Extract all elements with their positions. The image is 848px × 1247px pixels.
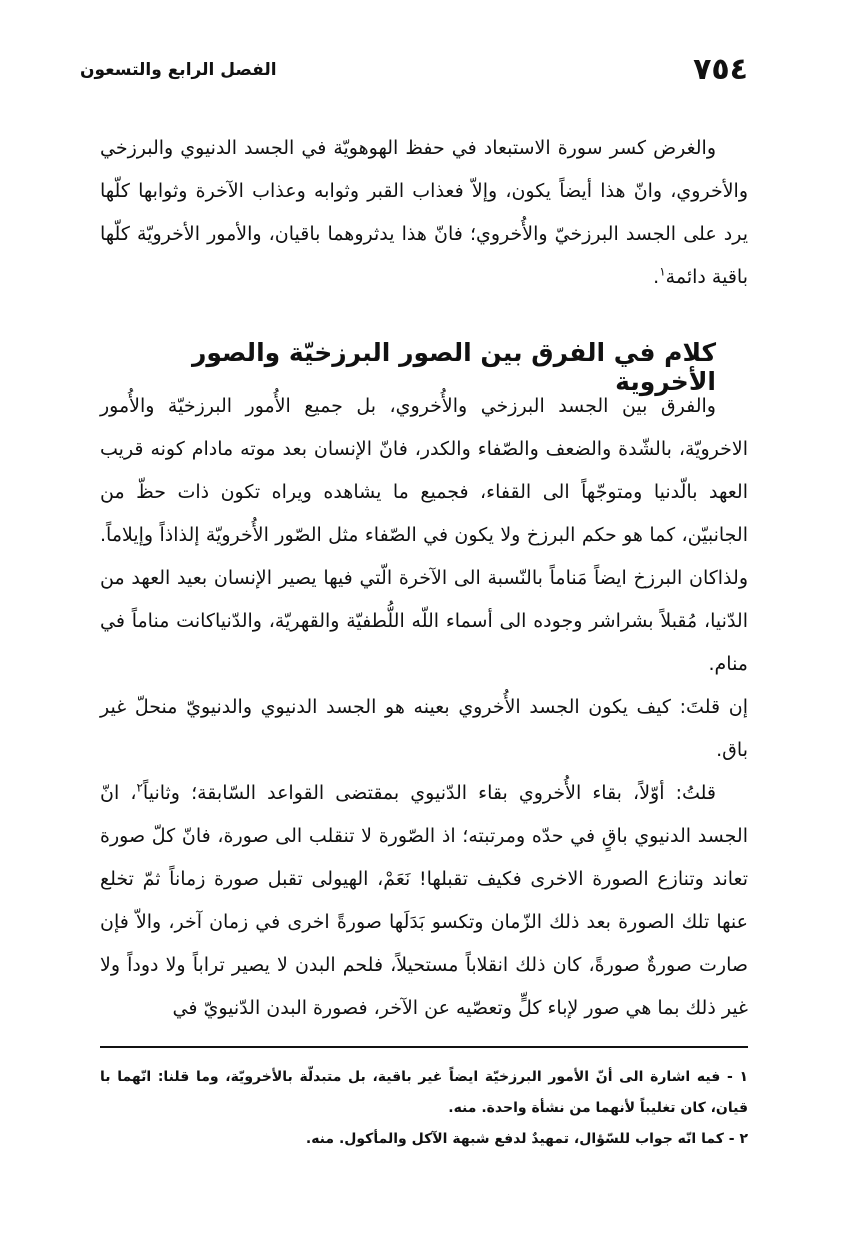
footnote-1: [100, 1062, 748, 1124]
paragraph-4-text-a: قلتُ: أوّلاً، بقاء الأُخروي بقاء الدّنيوي بمقتضى القواعد السّابقة؛ وثانياً: [142, 782, 717, 804]
footnote-2-text: - كما انّه جواب للسّؤال، تمهيدٌ لدفع شبهة الآكل والمأكول. منه.: [305, 1131, 735, 1147]
paragraph-3: إن قلتَ: كيف يكون الجسد الأُخروي بعينه هو الجسد الدنيوي والدنيويّ منحلّ غير باق.: [100, 696, 748, 761]
footnote-ref-2[interactable]: ٢: [136, 780, 143, 795]
page-header: [80, 52, 748, 92]
running-title: الفصل الرابع والتسعون: [80, 60, 277, 80]
footnote-2-number: ٢: [739, 1131, 748, 1147]
paragraph-2: والفرق بين الجسد البرزخي والأُخروي، بل جميع الأُمور البرزخيّة والأُمور الاخرويّة، بالشّدة والضعف والصّفاء والكدر، فانّ الإنسان بعد موته مادام كونه قريب العهد بالّدنيا ومتوجّهاً الى القفاء، فجميع ما يشاهده ويراه تكون ذات حظّ من الجانبيّن، كما هو حكم البرزخ ولا يكون في الصّفاء مثل الصّور الأُخرويّة إلذاذاً وإيلاماً. ولذاكان البرزخ ايضاً مَناماً بالنّسبة الى الآخرة الّتي فيها يصير الإنسان بعيد العهد من الدّنيا، مُقبلاً بشراشر وجوده الى أسماء اللّه اللُّطفيّة والقهريّة، والدّنياكانت مناماً في منام.: [100, 395, 748, 675]
paragraph-4: [100, 772, 748, 1030]
paragraph-1-end: .: [653, 266, 660, 288]
footnote-ref-1[interactable]: ١: [659, 264, 666, 279]
page-number: ٧٥٤: [693, 52, 748, 87]
footnote-1-text: - فيه اشارة الى أنّ الأمور البرزخيّة ايضاً غير باقية، بل متبدلّة بالأخرويّة، وما قلنا: انّهما با قيان، كان تغليباً لأنهما من نشأة واحدة. منه.: [100, 1069, 748, 1116]
section-heading: كلام في الفرق بين الصور البرزخيّة والصور الأخروية: [191, 338, 716, 396]
paragraph-1-text: والغرض كسر سورة الاستبعاد في حفظ الهوهويّة في الجسد الدنيوي والبرزخي والأخروي، وانّ هذا أيضاً يكون، وإلاّ فعذاب القبر وثوابه وعذاب الآخرة وثوابها كلّها يرد على الجسد البرزخيّ والأُخروي؛ فانّ هذا يدثروهما باقيان، والأمور الأخرويّة كلّها باقية دائمة: [100, 137, 748, 288]
footnote-divider: [100, 1046, 748, 1048]
footnotes: [100, 1062, 748, 1155]
paragraph-1: [100, 127, 748, 299]
footnote-2: [100, 1124, 748, 1155]
main-body: [100, 385, 748, 1030]
footnote-1-number: ١: [739, 1069, 748, 1085]
paragraph-4-text-b: ، انّ الجسد الدنيوي باقٍ في حدّه ومرتبته؛ اذ الصّورة لا تنقلب الى صورة، فانّ كلّ صورة تعاند وتنازع الصورة الاخرى فكيف تقبلها! نَعَمْ، الهيولى تقبل صورة زماناً ثمّ تخلع عنها تلك الصورة بعد ذلك الزّمان وتكسو بَدَلَها صورةً اخرى في زمان آخر، والاّ فإن صارت صورةٌ صورةً، كان ذلك انقلاباً مستحيلاً، فلحم البدن لا يصير تراباً ولا دوداً ولا غير ذلك بما هي صور لإباء كلٍّ وتعصّيه عن الآخر، فصورة البدن الدّنيويّ في: [100, 782, 748, 1019]
